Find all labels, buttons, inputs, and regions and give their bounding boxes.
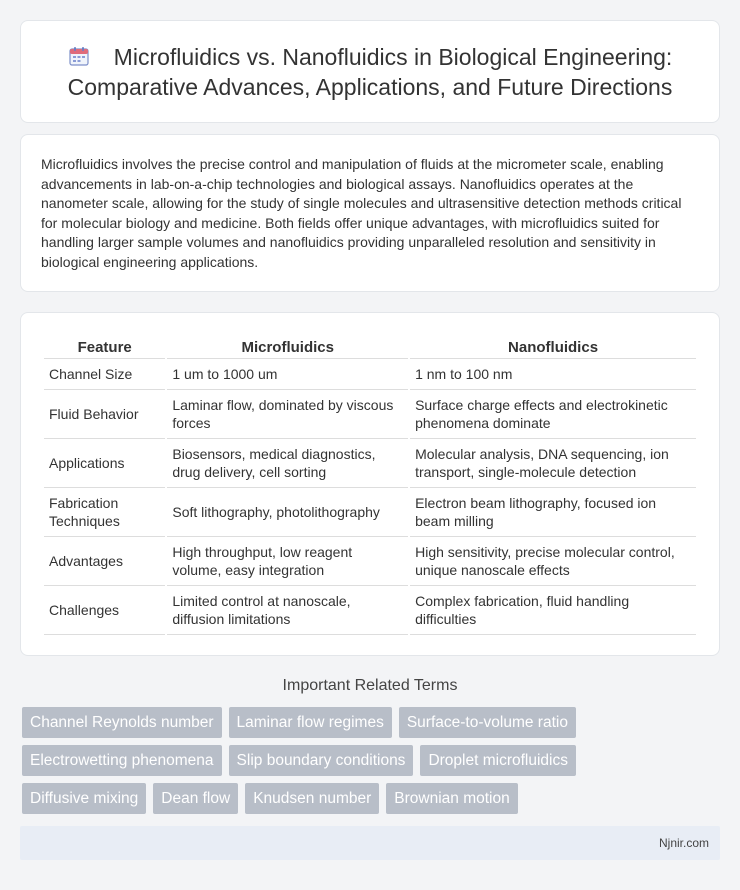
table-row xyxy=(44,537,696,586)
microfluidics-cell: Soft lithography, photolithography xyxy=(167,488,408,537)
microfluidics-cell: 1 um to 1000 um xyxy=(167,359,408,390)
calendar-icon xyxy=(68,44,90,66)
microfluidics-cell: Biosensors, medical diagnostics, drug delivery, cell sorting xyxy=(167,439,408,488)
intro-card xyxy=(20,134,720,292)
comparison-table xyxy=(42,333,698,635)
related-term-tag[interactable]: Knudsen number xyxy=(245,783,379,814)
feature-cell: Fluid Behavior xyxy=(44,390,165,439)
feature-cell: Applications xyxy=(44,439,165,488)
column-header-nanofluidics: Nanofluidics xyxy=(410,333,696,359)
title-card xyxy=(20,20,720,123)
feature-cell: Advantages xyxy=(44,537,165,586)
related-term-tag[interactable]: Surface-to-volume ratio xyxy=(399,707,576,738)
footer xyxy=(20,826,720,860)
microfluidics-cell: Limited control at nanoscale, diffusion limitations xyxy=(167,586,408,635)
table-row xyxy=(44,488,696,537)
column-header-microfluidics: Microfluidics xyxy=(167,333,408,359)
related-term-tag[interactable]: Channel Reynolds number xyxy=(22,707,222,738)
page-title-text: Microfluidics vs. Nanofluidics in Biological Engineering: Comparative Advances, Applications, and Future Directions xyxy=(67,43,673,100)
microfluidics-cell: Laminar flow, dominated by viscous forces xyxy=(167,390,408,439)
intro-paragraph: Microfluidics involves the precise control and manipulation of fluids at the micrometer scale, enabling advancements in lab-on-a-chip technologies and biological assays. Nanofluidics operates at the nanometer scale, allowing for the study of single molecules and ultrasensitive detection methods critical for molecular biology and medicine. Both fields offer unique advantages, with microfluidics suited for handling larger sample volumes and nanofluidics providing unparalleled resolution and sensitivity in biological engineering applications. xyxy=(41,156,682,270)
related-terms-heading: Important Related Terms xyxy=(282,677,458,694)
nanofluidics-cell: Complex fabrication, fluid handling difficulties xyxy=(410,586,696,635)
table-row xyxy=(44,586,696,635)
related-terms-list xyxy=(22,707,722,821)
related-term-tag[interactable]: Slip boundary conditions xyxy=(229,745,414,776)
related-term-tag[interactable]: Diffusive mixing xyxy=(22,783,146,814)
related-term-tag[interactable]: Electrowetting phenomena xyxy=(22,745,222,776)
table-row xyxy=(44,359,696,390)
table-row xyxy=(44,439,696,488)
nanofluidics-cell: Surface charge effects and electrokinetic phenomena dominate xyxy=(410,390,696,439)
comparison-table-card xyxy=(20,312,720,656)
column-header-feature: Feature xyxy=(44,333,165,359)
related-term-tag[interactable]: Laminar flow regimes xyxy=(229,707,392,738)
nanofluidics-cell: High sensitivity, precise molecular control, unique nanoscale effects xyxy=(410,537,696,586)
nanofluidics-cell: Electron beam lithography, focused ion beam milling xyxy=(410,488,696,537)
feature-cell: Channel Size xyxy=(44,359,165,390)
feature-cell: Fabrication Techniques xyxy=(44,488,165,537)
related-term-tag[interactable]: Brownian motion xyxy=(386,783,517,814)
related-term-tag[interactable]: Droplet microfluidics xyxy=(420,745,576,776)
page-title xyxy=(41,42,699,102)
table-row xyxy=(44,390,696,439)
related-terms-row xyxy=(22,745,722,776)
feature-cell: Challenges xyxy=(44,586,165,635)
nanofluidics-cell: 1 nm to 100 nm xyxy=(410,359,696,390)
table-header-row xyxy=(44,333,696,359)
footer-site-link[interactable]: Njnir.com xyxy=(658,836,709,850)
microfluidics-cell: High throughput, low reagent volume, easy integration xyxy=(167,537,408,586)
nanofluidics-cell: Molecular analysis, DNA sequencing, ion transport, single-molecule detection xyxy=(410,439,696,488)
related-terms-row xyxy=(22,707,722,738)
related-terms-row xyxy=(22,783,722,814)
related-term-tag[interactable]: Dean flow xyxy=(153,783,238,814)
